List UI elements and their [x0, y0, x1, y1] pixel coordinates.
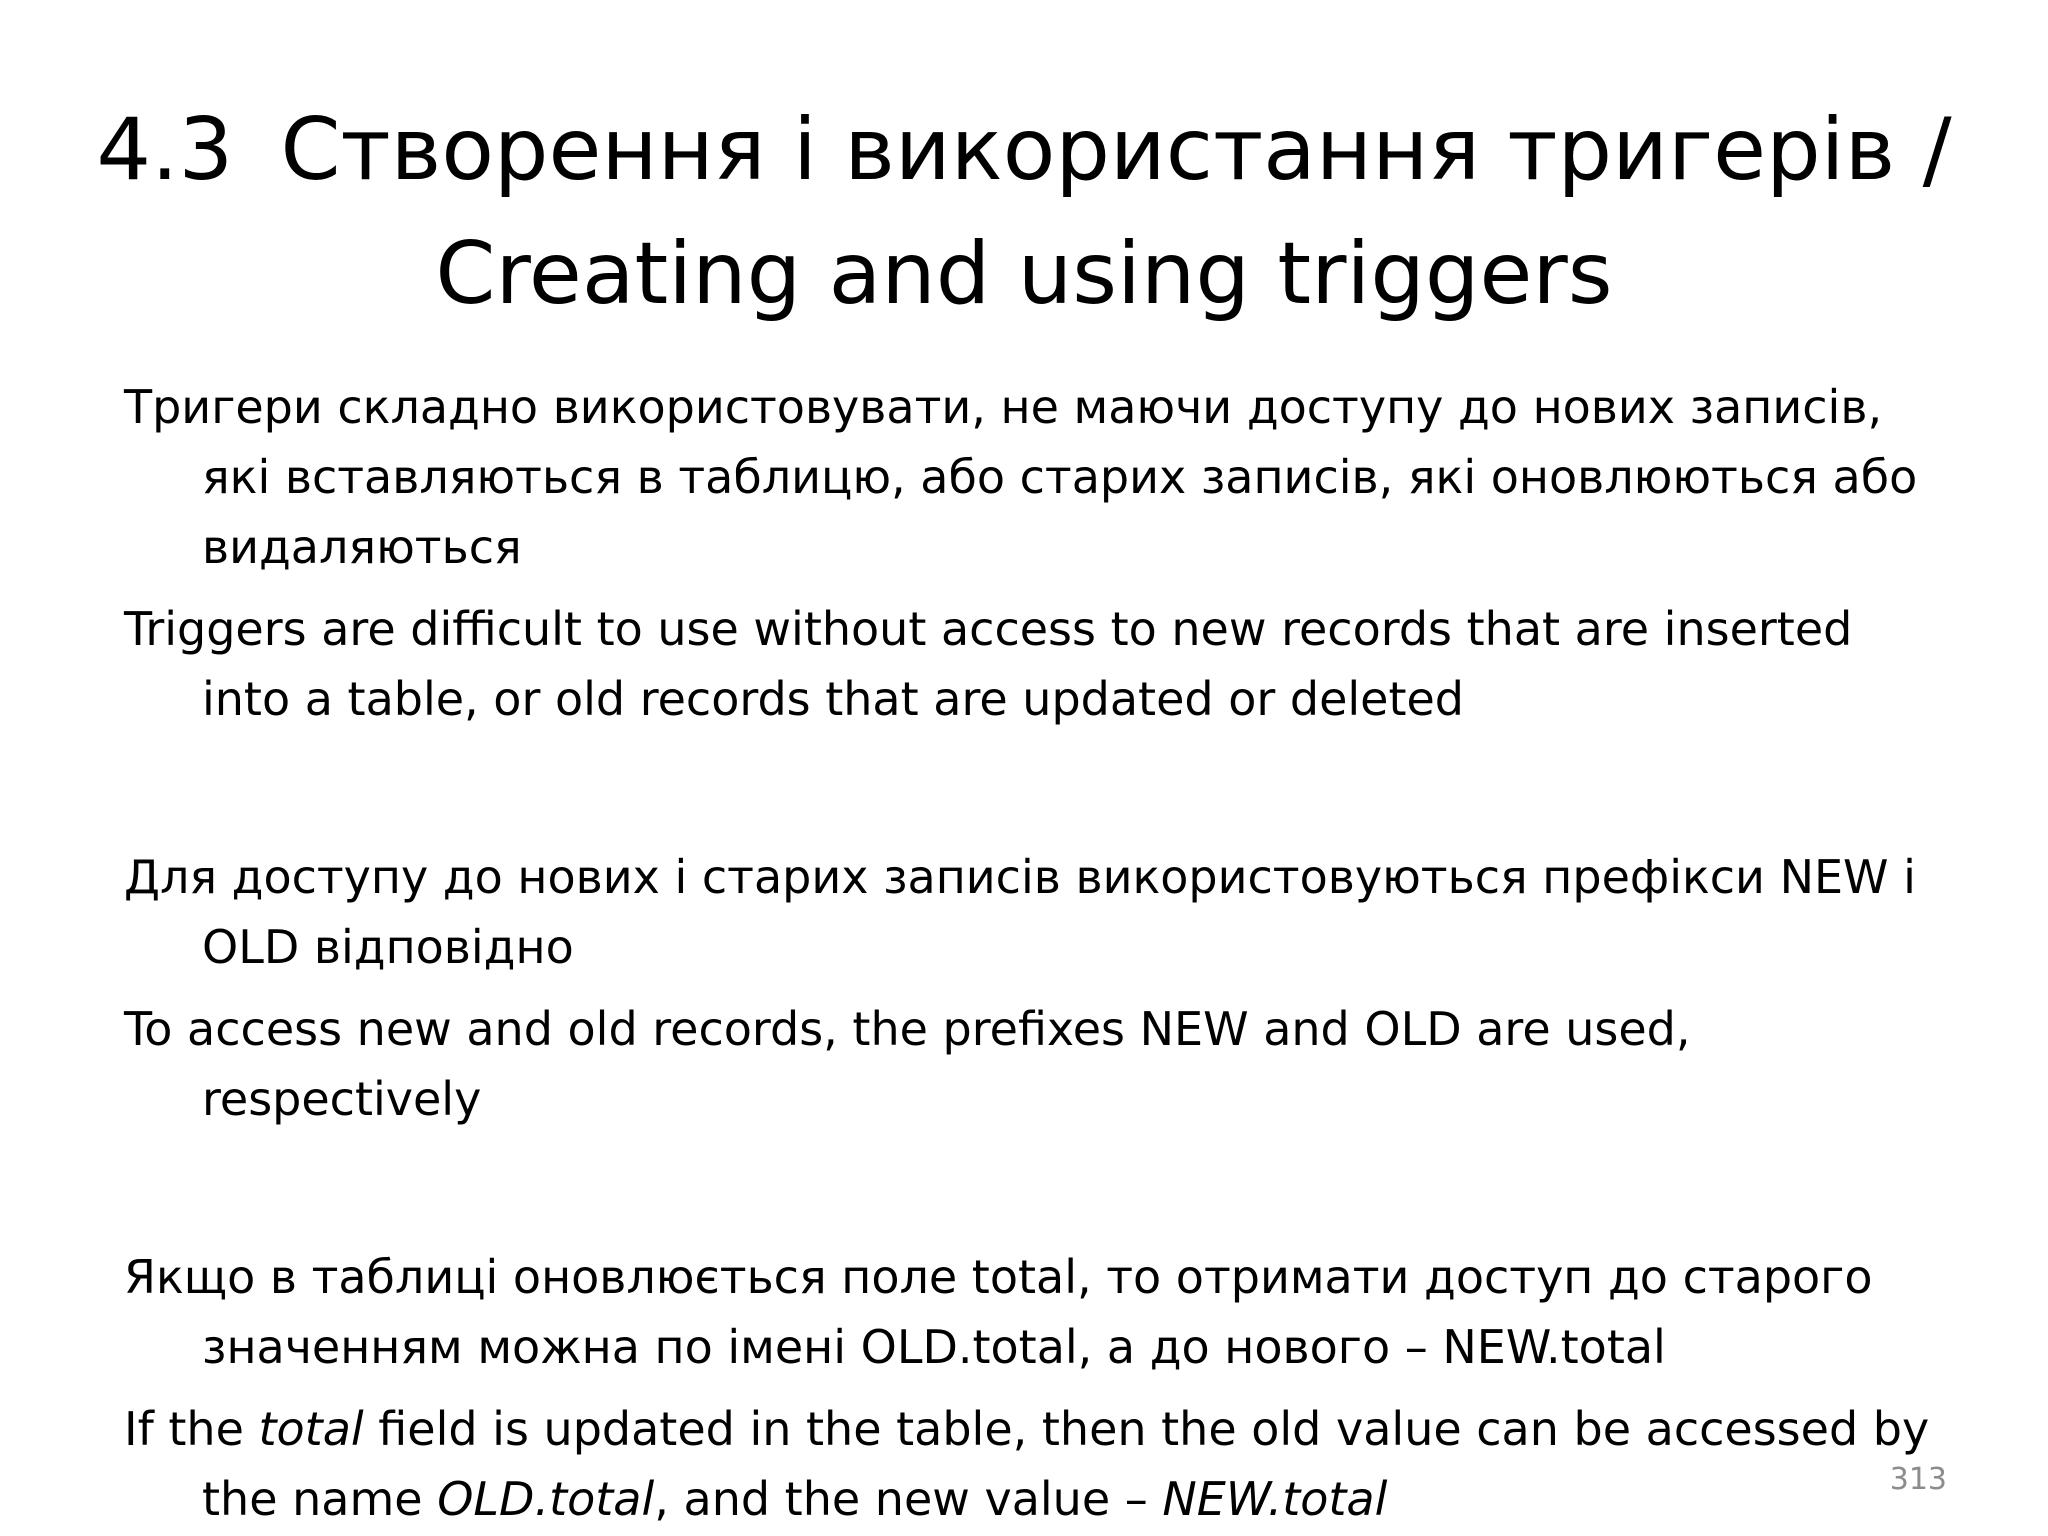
title-uk: Створення і використання тригерів /: [280, 100, 1952, 200]
paragraph-3-en: [124, 1394, 1954, 1534]
paragraph-1-en: Triggers are difficult to use without access to new records that are inserted into a table, or old records that are updated or deleted: [124, 602, 1853, 726]
emphasis-total: total: [258, 1402, 364, 1456]
slide-title: [0, 88, 2048, 336]
paragraph-2-uk: Для доступу до нових і старих записів використовуються префікси NEW і OLD відповідно: [124, 850, 1916, 974]
page-number: 313: [1889, 1462, 1947, 1497]
paragraph-3-uk: Якщо в таблиці оновлюється поле total, то отримати доступ до старого значенням можна по імені OLD.total, а до нового – NEW.total: [124, 1250, 1873, 1374]
title-line-1: [0, 88, 2048, 212]
emphasis-new-total: NEW.total: [1162, 1472, 1388, 1526]
spacer: [124, 746, 1954, 842]
text-segment: If the: [124, 1402, 259, 1456]
paragraph-2-en: To access new and old records, the prefixes NEW and OLD are used, respectively: [124, 1002, 1691, 1126]
slide-body: [124, 372, 1954, 1536]
text-segment: , and the new value –: [654, 1472, 1163, 1526]
emphasis-old-total: OLD.total: [437, 1472, 655, 1526]
paragraph-1-uk: Тригери складно використовувати, не маючи доступу до нових записів, які вставляються в таблицю, або старих записів, які оновлюються або видаляються: [124, 380, 1918, 574]
title-line-2: Creating and using triggers: [435, 224, 1613, 324]
text-segment: field is updated in the table, then the old value can be accessed by the name: [202, 1402, 1930, 1526]
spacer: [124, 1146, 1954, 1242]
section-number: 4.3: [96, 100, 234, 200]
